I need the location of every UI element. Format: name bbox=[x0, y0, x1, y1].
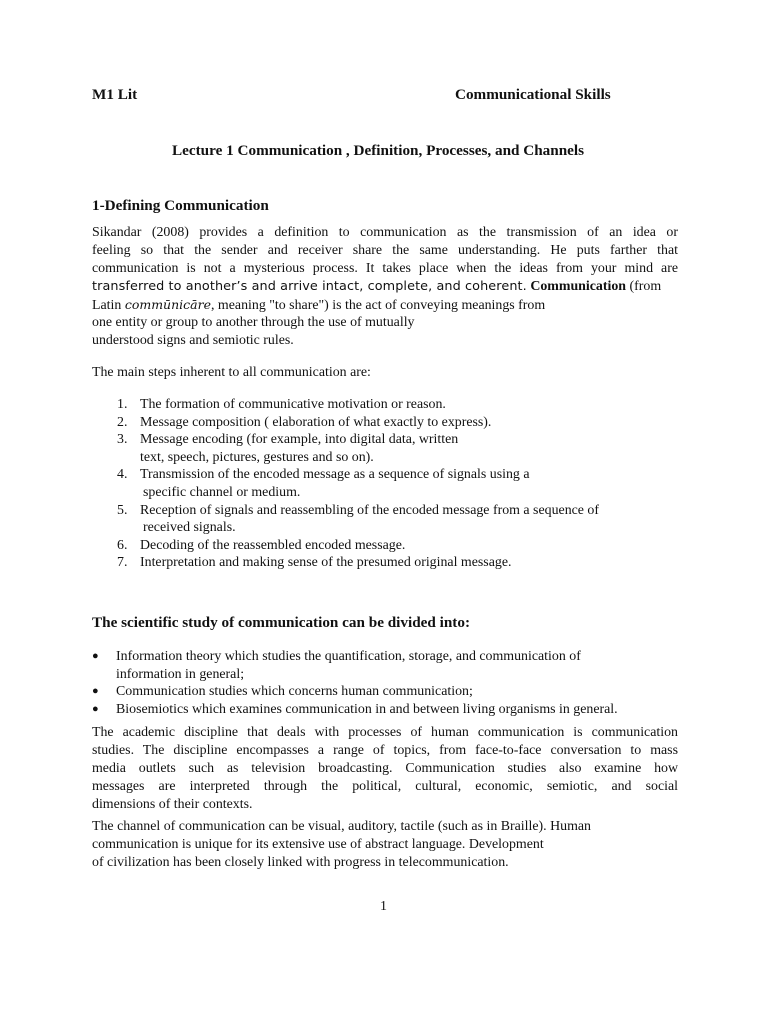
list-item bbox=[92, 502, 692, 537]
list-text: Communication studies which concerns human communication; bbox=[116, 684, 473, 700]
list-item bbox=[92, 683, 682, 701]
paragraph-line: of civilization has been closely linked with progress in telecommunication. bbox=[92, 855, 509, 870]
list-text: information in general; bbox=[116, 666, 245, 682]
list-text: Message encoding (for example, into digital data, written bbox=[140, 432, 459, 448]
list-text: received signals. bbox=[143, 520, 236, 536]
paragraph-line: The channel of communication can be visual, auditory, tactile (such as in Braille). Human bbox=[92, 819, 591, 834]
list-number: 5. bbox=[117, 502, 128, 518]
paragraph-line: media outlets such as television broadcasting. Communication studies also examine how bbox=[92, 761, 678, 776]
list-text: Reception of signals and reassembling of the encoded message from a sequence of bbox=[140, 502, 600, 518]
paragraph-line bbox=[92, 296, 678, 314]
list-number: 6. bbox=[117, 537, 128, 553]
study-bullet-list bbox=[92, 648, 682, 718]
list-text: Information theory which studies the quantification, storage, and communication of bbox=[116, 649, 581, 664]
study-heading: The scientific study of communication can be divided into: bbox=[92, 614, 471, 631]
list-text: Decoding of the reassembled encoded message. bbox=[140, 537, 406, 553]
paragraph-line: feeling so that the sender and receiver share the same understanding. He puts farther that bbox=[92, 243, 678, 258]
latin-term: commūnicāre bbox=[124, 297, 211, 312]
paragraph-text: (from bbox=[629, 279, 662, 294]
list-number: 4. bbox=[117, 467, 128, 483]
list-item bbox=[92, 466, 692, 501]
list-item bbox=[92, 537, 692, 555]
header-course: M1 Lit bbox=[92, 86, 138, 103]
communication-term: Communication bbox=[530, 279, 627, 294]
section-title: 1-Defining Communication bbox=[92, 197, 269, 214]
paragraph-line: dimensions of their contexts. bbox=[92, 797, 253, 812]
list-item bbox=[92, 414, 692, 432]
bullet-icon: ● bbox=[92, 650, 99, 662]
page-number: 1 bbox=[380, 899, 387, 914]
list-item bbox=[92, 701, 682, 719]
bullet-icon: ● bbox=[92, 685, 99, 698]
list-text: The formation of communicative motivation or reason. bbox=[140, 397, 446, 412]
list-number: 2. bbox=[117, 414, 128, 430]
paragraph-line: understood signs and semiotic rules. bbox=[92, 333, 294, 348]
list-text: Interpretation and making sense of the presumed original message. bbox=[140, 555, 512, 571]
quoted-phrase: transferred to another’s and arrive intact, complete, and coherent. bbox=[92, 279, 527, 294]
definition-paragraph bbox=[92, 224, 678, 350]
paragraph-text: , meaning "to share") is the act of conveying meanings from bbox=[210, 298, 546, 313]
list-text: Transmission of the encoded message as a sequence of signals using a bbox=[140, 467, 530, 483]
paragraph-line: communication is not a mysterious process. It takes place when the ideas from your mind are bbox=[92, 261, 678, 276]
paragraph-line: Sikandar (2008) provides a definition to communication as the transmission of an idea or bbox=[92, 225, 678, 240]
paragraph-line: one entity or group to another through the use of mutually bbox=[92, 315, 415, 330]
list-number: 7. bbox=[117, 555, 128, 571]
channel-paragraph bbox=[92, 818, 678, 872]
list-item bbox=[92, 554, 692, 572]
list-number: 1. bbox=[117, 397, 128, 412]
list-item bbox=[92, 648, 682, 683]
bullet-icon: ● bbox=[92, 702, 99, 715]
list-item bbox=[92, 396, 692, 414]
list-text: specific channel or medium. bbox=[143, 484, 301, 500]
list-number: 3. bbox=[117, 432, 128, 448]
paragraph-line: The academic discipline that deals with processes of human communication is communication bbox=[92, 725, 678, 740]
paragraph-line bbox=[92, 278, 678, 296]
steps-list bbox=[92, 396, 692, 572]
lecture-title: Lecture 1 Communication , Definition, Processes, and Channels bbox=[172, 142, 585, 159]
paragraph-line: messages are interpreted through the political, cultural, economic, semiotic, and social bbox=[92, 779, 678, 794]
academic-paragraph bbox=[92, 724, 678, 814]
header-subject: Communicational Skills bbox=[455, 86, 611, 103]
steps-intro: The main steps inherent to all communication are: bbox=[92, 365, 371, 380]
paragraph-text: Latin bbox=[92, 298, 122, 313]
paragraph-line: communication is unique for its extensive use of abstract language. Development bbox=[92, 837, 544, 852]
list-text: text, speech, pictures, gestures and so on). bbox=[140, 449, 374, 465]
paragraph-line: studies. The discipline encompasses a range of topics, from face-to-face conversation to mass bbox=[92, 743, 678, 758]
list-item bbox=[92, 431, 692, 466]
list-text: Biosemiotics which examines communication in and between living organisms in general. bbox=[116, 701, 618, 717]
list-text: Message composition ( elaboration of what exactly to express). bbox=[140, 414, 492, 430]
